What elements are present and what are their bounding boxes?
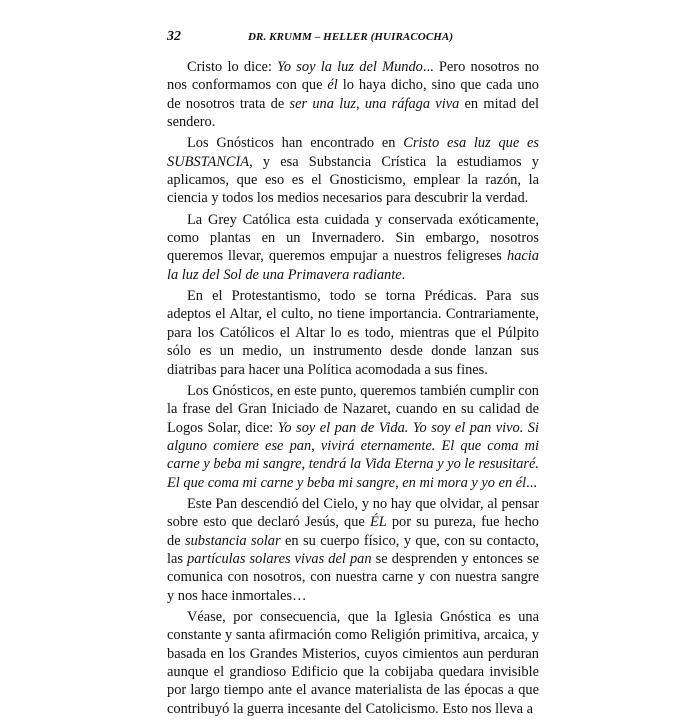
paragraph <box>167 58 539 131</box>
paragraph <box>167 608 539 718</box>
text-run: ... <box>526 474 537 491</box>
text-body <box>167 58 539 721</box>
text-run: se desprenden y entonces se comunica con nosotros, con nuestra carne y con nuestra sangre y nos hace inmortales… <box>167 550 539 604</box>
italic-text-run: hacia la luz del Sol de una Primavera radiante <box>167 248 539 283</box>
italic-text-run: él <box>327 77 338 94</box>
text-run: Cristo lo dice: <box>187 59 278 75</box>
italic-text-run: substancia solar <box>185 532 281 549</box>
italic-text-run: Yo soy la luz del Mundo <box>277 59 423 75</box>
paragraph <box>167 211 539 284</box>
text-run: . <box>401 266 406 283</box>
text-run: en mitad del sendero. <box>167 95 539 131</box>
italic-text-run: Yo soy el pan de Vida. Yo soy el pan vivo. Si alguno comiere ese pan, vivirá eternamente. El que coma mi carne y beba mi sangre, tendrá la Vida Eterna y yo le resusitaré. El que coma mi carne y beba mi sangre, en mi mora y yo en él <box>167 419 539 491</box>
text-run: Los Gnósticos han encontrado en <box>187 135 404 152</box>
italic-text-run: ÉL <box>369 514 387 531</box>
running-title: DR. KRUMM – HELLER (HUIRACOCHA) <box>248 31 454 43</box>
text-run: en su cuerpo físico, y que, con su contacto, las <box>167 532 539 567</box>
paragraph <box>167 382 539 492</box>
text-run: ... Pero nosotros no nos conformamos con que <box>167 59 539 94</box>
paragraph <box>167 287 539 379</box>
paragraph <box>167 134 539 207</box>
text-run: Los Gnósticos, en este punto, queremos también cumplir con la frase del Gran Iniciado de Nazaret, cuando en su calidad de Logos Solar, dice: <box>167 382 539 436</box>
italic-text-run: ser una luz, una ráfaga viva <box>289 95 460 112</box>
italic-text-run: partículas solares vivas del pan <box>187 550 372 567</box>
text-run: En el Protestantismo, todo se torna Prédicas. Para sus adeptos el Altar, el culto, no tiene importancia. Contrariamente, para los Católicos el Altar lo es todo, mientras que el Púlpito sólo es un medio, un instrumento desde donde lanzan sus diatribas para hacer una Política acomodada a sus fines. <box>167 288 539 378</box>
text-run: Este Pan descendió del Cielo, y no hay que olvidar, al pensar sobre esto que declaró Jesús, que <box>167 495 539 531</box>
italic-text-run: Cristo esa luz que es SUBSTANCIA, <box>167 135 539 170</box>
page-number: 32 <box>167 29 181 44</box>
text-run: La Grey Católica esta cuidada y conservada exóticamente, como plantas en un Invernadero. Sin embargo, nosotros queremos llevar, queremos empujar a nuestros feligreses <box>167 211 539 265</box>
text-run: por su pureza, fue hecho de <box>167 514 539 549</box>
text-run: Véase, por consecuencia, que la Iglesia Gnóstica es una constante y santa afirmación como Religión primitiva, arcaica, y basada en los Grandes Misterios, cuyos cimientos aun perduran aunque el grandioso Edificio que la cobijaba quedara invisible por largo tiempo ante el avance materialista de las épocas a que contribuyó la guerra incesante del Catolicismo. Esto nos lleva a <box>167 608 539 717</box>
text-run: y esa Substancia Crística la estudiamos y aplicamos, que eso es el Gnosticismo, emplear la razón, la ciencia y todos los medios necesarios para descubrir la verdad. <box>167 153 539 207</box>
text-run: lo haya dicho, sino que cada uno de nosotros trata de <box>167 77 539 112</box>
paragraph <box>167 495 539 605</box>
